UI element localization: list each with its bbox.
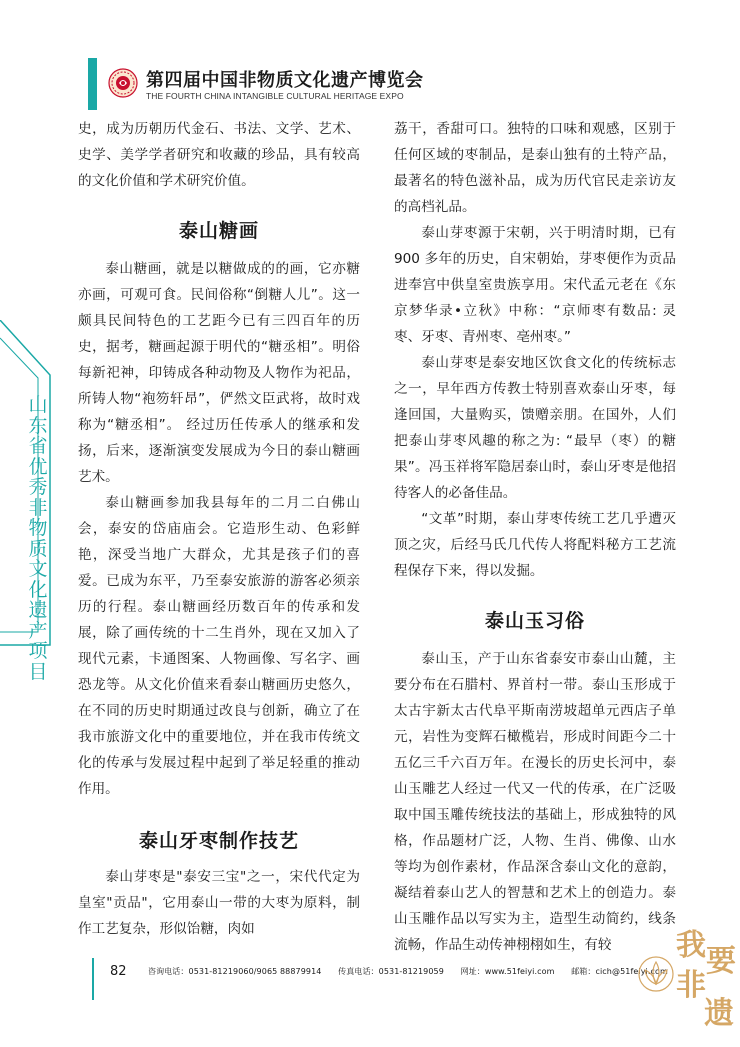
paragraph: 泰山芽枣是泰安地区饮食文化的传统标志之一，早年西方传教士特别喜欢泰山牙枣，每逢回国，大量购买，馈赠亲朋。在国外，人们把泰山芽枣风趣的称之为: “最早（枣）的糖果”。冯玉祥将军隐居泰山时，泰山牙枣是他招待客人的必备佳品。 (394, 355, 676, 501)
header-accent-bar (88, 58, 97, 110)
side-char: 秀 (28, 476, 48, 498)
paragraph: 泰山糖画，就是以糖做成的的画，它亦糖亦画，可观可食。民间俗称“倒糖人儿”。这一颇具民间特色的工艺距今已有三四百年的历史，据考，糖画起源于明代的“糖丞相”。明俗每新祀神，印铸成各种动物及人物作为祀品，所铸人物“袍笏轩昂”，俨然文臣武将，故时戏称为“糖丞相”。 经过历任传承人的继承和发扬，后来，逐渐演变发展成为今日的泰山糖画艺术。 (78, 261, 360, 485)
page-number: 82 (110, 964, 127, 979)
side-char: 优 (28, 455, 48, 478)
side-char: 物 (28, 517, 48, 539)
side-band-label (26, 395, 50, 682)
lotus-icon (636, 954, 676, 994)
right-column (394, 116, 676, 958)
side-char: 质 (28, 537, 48, 560)
left-column (78, 116, 360, 942)
paragraph: 荔干，香甜可口。独特的口味和观感，区别于任何区域的枣制品，是泰山独有的土特产品，最著名的特色滋补品，成为历代官民走亲访友的高档礼品。 (394, 121, 676, 215)
brand-mark (636, 912, 740, 1038)
side-char: 文 (28, 558, 48, 580)
side-char: 项 (28, 640, 48, 662)
paragraph: 泰山糖画参加我县每年的二月二白佛山会，泰安的岱庙庙会。它造形生动、色彩鲜艳，深受当地广大群众，尤其是孩子们的喜爱。已成为东平，乃至泰安旅游的游客必须亲历的行程。泰山糖画经历数百年的传承和发展，除了画传统的十二生肖外，现在又加入了现代元素，卡通图案、人物画像、写名字、画恐龙等。从文化价值来看泰山糖画历史悠久，在不同的历史时期通过改良与创新，确立了在我市旅游文化中的重要地位，并在我市传统文化的传承与发展过程中起到了举足轻重的推动作用。 (78, 495, 360, 797)
side-char: 山 (28, 394, 48, 416)
page-header (0, 0, 740, 120)
brand-char: 要 (706, 944, 736, 979)
footer-contact (148, 966, 682, 977)
footer-website[interactable]: 网址：www.51feiyi.com (460, 967, 555, 976)
section-heading-taishanyu: 泰山玉习俗 (484, 610, 585, 632)
paragraph: 泰山玉，产于山东省泰安市泰山山麓，主要分布在石腊村、界首村一带。泰山玉形成于太古宇新太古代阜平斯南涝坡超单元西店子单元，岩性为变辉石橄榄岩，形成时间距今二十五亿三千六百万年。在漫长的历史长河中，泰山玉雕艺人经过一代又一代的传承，在广泛吸取中国玉雕传统技法的基础上，形成独特的风格，作品题材广泛，人物、生肖、佛像、山水等均为创作素材，作品深含泰山文化的意韵，凝结着泰山艺人的智慧和艺术上的创造力。泰山玉雕作品以写实为主，造型生动简约，线条流畅，作品生动传神栩栩如生，有较 (394, 651, 676, 953)
side-char: 产 (28, 619, 48, 642)
side-char: 目 (28, 660, 48, 683)
section-heading-yazao: 泰山牙枣制作技艺 (138, 830, 299, 852)
footer-email[interactable]: 邮箱：cich@51feiyi.com (571, 967, 668, 976)
footer-accent-bar (92, 958, 94, 1000)
expo-emblem-icon (108, 68, 138, 98)
paragraph: 泰山芽枣源于宋朝，兴于明清时期，已有 900 多年的历史，自宋朝始，芽枣便作为贡品进奉宫中供皇室贵族享用。宋代孟元老在《东京梦华录•立秋》中称：“京师枣有数品: 灵枣、牙枣、青州枣、亳州枣。” (394, 225, 676, 345)
section-heading-tangua: 泰山糖画 (178, 220, 259, 242)
expo-subtitle: THE FOURTH CHINA INTANGIBLE CULTURAL HERITAGE EXPO (146, 91, 404, 101)
footer-phone: 咨询电话：0531-81219060/9065 88879914 (148, 967, 322, 976)
brand-char: 非 (676, 968, 706, 1003)
side-char: 东 (28, 414, 48, 437)
brand-char: 我 (676, 928, 706, 963)
paragraph: “文革”时期，泰山芽枣传统工艺几乎遭灭顶之灾，后经马氏几代传人将配料秘方工艺流程保存下来，得以发掘。 (394, 511, 676, 579)
paragraph: 史，成为历朝历代金石、书法、文学、艺术、史学、美学学者研究和收藏的珍品，具有较高的文化价值和学术研究价值。 (78, 121, 360, 189)
side-char: 化 (28, 578, 48, 601)
side-char: 省 (28, 435, 48, 457)
expo-title: 第四届中国非物质文化遗产博览会 (146, 70, 424, 91)
paragraph: 泰山芽枣是"泰安三宝"之一，宋代代定为皇室"贡品"，它用泰山一带的大枣为原料，制作工艺复杂，形似饴糖，肉如 (78, 869, 360, 937)
side-char: 遗 (28, 599, 48, 621)
side-char: 非 (28, 496, 48, 519)
footer-fax: 传真电话：0531-81219059 (338, 967, 444, 976)
brand-char: 遗 (704, 996, 734, 1031)
